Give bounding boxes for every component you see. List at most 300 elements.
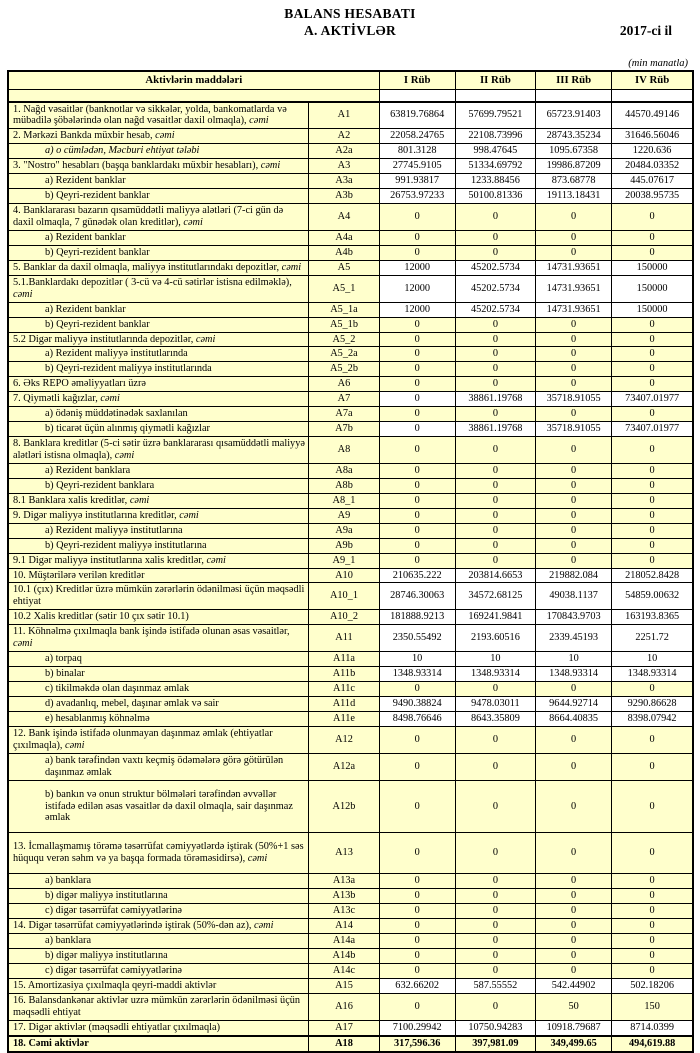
row-code-cell: A5_2b <box>309 362 379 377</box>
row-label-cell: a) bank tərəfindən vaxtı keçmiş ödəmələrə görə götürülən daşınmaz əmlak <box>8 753 309 780</box>
value-cell-q4: 0 <box>612 904 693 919</box>
spacer-value-cell <box>612 89 693 102</box>
value-cell-q3: 873.68778 <box>536 174 612 189</box>
value-cell-q2: 50100.81336 <box>455 189 535 204</box>
row-code-cell: A17 <box>309 1020 379 1035</box>
row-label-cell: 17. Digər aktivlər (məqsədli ehtiyatlar çıxılmaqla) <box>8 1020 309 1035</box>
table-row <box>8 377 693 392</box>
value-cell-q1: 2350.55492 <box>379 625 455 652</box>
row-code-cell: A13c <box>309 904 379 919</box>
value-cell-q2: 1233.88456 <box>455 174 535 189</box>
value-cell-q1: 10 <box>379 652 455 667</box>
row-label-cell: 14. Digər təsərrüfat cəmiyyətlərində iştirak (50%-dən az), cəmi <box>8 919 309 934</box>
value-cell-q4: 1348.93314 <box>612 667 693 682</box>
table-row <box>8 610 693 625</box>
value-cell-q4: 0 <box>612 948 693 963</box>
row-label-cell: b) Qeyri-rezident banklara <box>8 478 309 493</box>
table-row <box>8 437 693 464</box>
value-cell-q4: 0 <box>612 245 693 260</box>
table-row <box>8 682 693 697</box>
table-row <box>8 904 693 919</box>
spacer-value-cell <box>455 89 535 102</box>
row-label-cell: b) bankın və onun struktur bölmələri tərəfindən əvvəllər istifadə edilən əsas vəsaitlər də daxil olmaqla, sair daşınmaz əmlak <box>8 780 309 833</box>
value-cell-q4: 218052.8428 <box>612 568 693 583</box>
row-code-cell: A13a <box>309 874 379 889</box>
value-cell-q1: 0 <box>379 963 455 978</box>
value-cell-q2: 0 <box>455 963 535 978</box>
value-cell-q2: 0 <box>455 508 535 523</box>
value-cell-q1: 0 <box>379 753 455 780</box>
row-label-cell: b) digər maliyyə institutlarına <box>8 889 309 904</box>
value-cell-q2: 0 <box>455 889 535 904</box>
value-cell-q4: 0 <box>612 332 693 347</box>
value-cell-q3: 0 <box>536 407 612 422</box>
value-cell-q2: 397,981.09 <box>455 1036 535 1052</box>
balance-table <box>7 70 694 1053</box>
table-row <box>8 523 693 538</box>
value-cell-q3: 0 <box>536 377 612 392</box>
table-row <box>8 934 693 949</box>
row-label-cell: a) Rezident banklar <box>8 230 309 245</box>
value-cell-q1: 0 <box>379 407 455 422</box>
value-cell-q4: 8714.0399 <box>612 1020 693 1035</box>
value-cell-q2: 8643.35809 <box>455 711 535 726</box>
value-cell-q1: 0 <box>379 508 455 523</box>
row-label-cell: d) avadanlıq, mebel, daşınar əmlak və sair <box>8 696 309 711</box>
value-cell-q3: 0 <box>536 874 612 889</box>
value-cell-q2: 0 <box>455 317 535 332</box>
quarter-header-q2: II Rüb <box>455 71 535 89</box>
value-cell-q3: 0 <box>536 682 612 697</box>
row-code-cell: A7b <box>309 422 379 437</box>
value-cell-q2: 0 <box>455 523 535 538</box>
value-cell-q2: 38861.19768 <box>455 422 535 437</box>
row-code-cell: A14 <box>309 919 379 934</box>
value-cell-q4: 0 <box>612 204 693 231</box>
row-label-cell: b) Qeyri-rezident banklar <box>8 245 309 260</box>
row-label-cell: a) banklara <box>8 874 309 889</box>
value-cell-q2: 0 <box>455 362 535 377</box>
value-cell-q4: 163193.8365 <box>612 610 693 625</box>
quarter-header-q4: IV Rüb <box>612 71 693 89</box>
value-cell-q1: 0 <box>379 463 455 478</box>
value-cell-q3: 10 <box>536 652 612 667</box>
row-code-cell: A12b <box>309 780 379 833</box>
value-cell-q4: 54859.00632 <box>612 583 693 610</box>
value-cell-q2: 57699.79521 <box>455 102 535 129</box>
value-cell-q2: 0 <box>455 347 535 362</box>
table-row <box>8 204 693 231</box>
value-cell-q2: 0 <box>455 407 535 422</box>
value-cell-q2: 203814.6653 <box>455 568 535 583</box>
value-cell-q1: 8498.76646 <box>379 711 455 726</box>
value-cell-q3: 1095.67358 <box>536 144 612 159</box>
table-row <box>8 260 693 275</box>
value-cell-q3: 170843.9703 <box>536 610 612 625</box>
row-label-cell: 7. Qiymətli kağızlar, cəmi <box>8 392 309 407</box>
value-cell-q2: 0 <box>455 230 535 245</box>
section-title: A. AKTİVLƏR <box>303 23 397 38</box>
table-row <box>8 275 693 302</box>
row-label-cell: a) banklara <box>8 934 309 949</box>
value-cell-q1: 317,596.36 <box>379 1036 455 1052</box>
value-cell-q1: 22058.24765 <box>379 129 455 144</box>
row-code-cell: A13 <box>309 833 379 874</box>
row-label-cell: 1. Nağd vəsaitlər (banknotlar və sikkələr, yolda, bankomatlarda və mübadilə şöbələrində olan nağd vəsaitlər daxil olmaqla), cəmi <box>8 102 309 129</box>
spacer-label-cell <box>8 89 379 102</box>
value-cell-q3: 0 <box>536 463 612 478</box>
row-code-cell: A5_2a <box>309 347 379 362</box>
spacer-value-cell <box>379 89 455 102</box>
row-code-cell: A9a <box>309 523 379 538</box>
value-cell-q1: 0 <box>379 347 455 362</box>
unit-note: (min manatla) <box>628 58 688 69</box>
value-cell-q1: 0 <box>379 553 455 568</box>
row-code-cell: A9 <box>309 508 379 523</box>
value-cell-q3: 35718.91055 <box>536 392 612 407</box>
row-label-cell: 10. Müştərilərə verilən kreditlər <box>8 568 309 583</box>
value-cell-q3: 0 <box>536 245 612 260</box>
value-cell-q3: 50 <box>536 993 612 1020</box>
table-row <box>8 583 693 610</box>
row-label-cell: 5.1.Banklardakı depozitlər ( 3-cü və 4-cü sətirlər istisna edilməklə), cəmi <box>8 275 309 302</box>
quarter-header-q3: III Rüb <box>536 71 612 89</box>
quarter-header-q1: I Rüb <box>379 71 455 89</box>
row-code-cell: A8_1 <box>309 493 379 508</box>
value-cell-q1: 0 <box>379 934 455 949</box>
table-row <box>8 919 693 934</box>
row-label-cell: 15. Amortizasiya çıxılmaqla qeyri-maddi aktivlər <box>8 978 309 993</box>
value-cell-q2: 0 <box>455 463 535 478</box>
row-label-cell: a) ödəniş müddətinədək saxlanılan <box>8 407 309 422</box>
value-cell-q3: 0 <box>536 230 612 245</box>
row-code-cell: A11b <box>309 667 379 682</box>
row-label-cell: b) Qeyri-rezident maliyyə institutlarına <box>8 538 309 553</box>
table-row <box>8 362 693 377</box>
table-row <box>8 102 693 129</box>
value-cell-q1: 0 <box>379 204 455 231</box>
row-code-cell: A10_1 <box>309 583 379 610</box>
table-row <box>8 230 693 245</box>
value-cell-q4: 0 <box>612 934 693 949</box>
row-code-cell: A4a <box>309 230 379 245</box>
table-row <box>8 245 693 260</box>
value-cell-q2: 0 <box>455 726 535 753</box>
value-cell-q4: 0 <box>612 553 693 568</box>
row-label-cell: 9. Digər maliyyə institutlarına kreditlər, cəmi <box>8 508 309 523</box>
value-cell-q1: 210635.222 <box>379 568 455 583</box>
row-code-cell: A8 <box>309 437 379 464</box>
value-cell-q1: 0 <box>379 230 455 245</box>
value-cell-q3: 0 <box>536 523 612 538</box>
value-cell-q2: 0 <box>455 538 535 553</box>
value-cell-q1: 0 <box>379 948 455 963</box>
value-cell-q4: 150 <box>612 993 693 1020</box>
row-code-cell: A1 <box>309 102 379 129</box>
value-cell-q4: 0 <box>612 963 693 978</box>
value-cell-q4: 0 <box>612 493 693 508</box>
row-label-cell: b) digər maliyyə institutlarına <box>8 948 309 963</box>
row-code-cell: A11c <box>309 682 379 697</box>
value-cell-q4: 0 <box>612 538 693 553</box>
value-cell-q2: 0 <box>455 934 535 949</box>
table-row <box>8 978 693 993</box>
value-cell-q3: 0 <box>536 332 612 347</box>
table-row <box>8 302 693 317</box>
value-cell-q4: 20484.03352 <box>612 159 693 174</box>
value-cell-q3: 49038.1137 <box>536 583 612 610</box>
value-cell-q2: 0 <box>455 437 535 464</box>
row-label-cell: c) digər təsərrüfat cəmiyyətlərinə <box>8 963 309 978</box>
row-code-cell: A16 <box>309 993 379 1020</box>
value-cell-q4: 2251.72 <box>612 625 693 652</box>
value-cell-q4: 31646.56046 <box>612 129 693 144</box>
value-cell-q3: 349,499.65 <box>536 1036 612 1052</box>
row-label-cell: e) hesablanmış köhnəlmə <box>8 711 309 726</box>
value-cell-q1: 0 <box>379 245 455 260</box>
value-cell-q3: 19113.18431 <box>536 189 612 204</box>
value-cell-q2: 0 <box>455 833 535 874</box>
value-cell-q4: 0 <box>612 463 693 478</box>
row-label-cell: 13. İcmallaşmamış törəmə təsərrüfat cəmiyyətlərdə iştirak (50%+1 səs hüququ verən səhm və ya başqa formada törəməsidirsə), cəmi <box>8 833 309 874</box>
value-cell-q2: 0 <box>455 478 535 493</box>
table-row <box>8 407 693 422</box>
table-row <box>8 129 693 144</box>
row-label-cell: 5. Banklar da daxil olmaqla, maliyyə institutlarındakı depozitlər, cəmi <box>8 260 309 275</box>
value-cell-q1: 0 <box>379 317 455 332</box>
value-cell-q4: 0 <box>612 478 693 493</box>
table-row <box>8 508 693 523</box>
table-row <box>8 1036 693 1052</box>
value-cell-q4: 0 <box>612 407 693 422</box>
spacer-value-cell <box>536 89 612 102</box>
value-cell-q2: 10 <box>455 652 535 667</box>
table-row <box>8 652 693 667</box>
value-cell-q4: 73407.01977 <box>612 392 693 407</box>
table-row <box>8 568 693 583</box>
row-code-cell: A11e <box>309 711 379 726</box>
row-label-cell: 3. "Nostro" hesabları (başqa banklardakı müxbir hesabları), cəmi <box>8 159 309 174</box>
value-cell-q2: 0 <box>455 993 535 1020</box>
value-cell-q2: 9478.03011 <box>455 696 535 711</box>
value-cell-q2: 45202.5734 <box>455 302 535 317</box>
value-cell-q3: 0 <box>536 493 612 508</box>
document-header <box>0 0 700 58</box>
value-cell-q1: 0 <box>379 332 455 347</box>
row-code-cell: A2a <box>309 144 379 159</box>
value-cell-q2: 0 <box>455 204 535 231</box>
value-cell-q3: 10918.79687 <box>536 1020 612 1035</box>
value-cell-q4: 150000 <box>612 260 693 275</box>
row-label-cell: b) Qeyri-rezident maliyyə institutlarında <box>8 362 309 377</box>
row-label-cell: a) o cümlədən, Məcburi ehtiyat tələbi <box>8 144 309 159</box>
row-label-cell: a) Rezident banklara <box>8 463 309 478</box>
value-cell-q3: 0 <box>536 753 612 780</box>
row-code-cell: A12 <box>309 726 379 753</box>
value-cell-q3: 2339.45193 <box>536 625 612 652</box>
row-label-cell: 10.2 Xalis kreditlər (sətir 10 çıx sətir 10.1) <box>8 610 309 625</box>
value-cell-q4: 44570.49146 <box>612 102 693 129</box>
value-cell-q1: 28746.30063 <box>379 583 455 610</box>
value-cell-q1: 0 <box>379 437 455 464</box>
value-cell-q1: 0 <box>379 780 455 833</box>
value-cell-q3: 0 <box>536 963 612 978</box>
value-cell-q4: 8398.07942 <box>612 711 693 726</box>
value-cell-q3: 0 <box>536 780 612 833</box>
row-code-cell: A15 <box>309 978 379 993</box>
value-cell-q2: 0 <box>455 245 535 260</box>
value-cell-q2: 22108.73996 <box>455 129 535 144</box>
value-cell-q3: 14731.93651 <box>536 302 612 317</box>
value-cell-q1: 0 <box>379 478 455 493</box>
table-row <box>8 538 693 553</box>
value-cell-q4: 0 <box>612 726 693 753</box>
value-cell-q4: 9290.86628 <box>612 696 693 711</box>
value-cell-q3: 0 <box>536 204 612 231</box>
row-label-cell: c) tikilməkdə olan daşınmaz əmlak <box>8 682 309 697</box>
row-label-cell: a) Rezident banklar <box>8 174 309 189</box>
table-row <box>8 1020 693 1035</box>
value-cell-q3: 542.44902 <box>536 978 612 993</box>
row-label-cell: a) Rezident maliyyə institutlarında <box>8 347 309 362</box>
value-cell-q4: 0 <box>612 833 693 874</box>
value-cell-q4: 0 <box>612 362 693 377</box>
row-code-cell: A5_2 <box>309 332 379 347</box>
value-cell-q3: 0 <box>536 948 612 963</box>
value-cell-q4: 150000 <box>612 275 693 302</box>
value-cell-q1: 0 <box>379 422 455 437</box>
row-code-cell: A9b <box>309 538 379 553</box>
row-code-cell: A13b <box>309 889 379 904</box>
table-row <box>8 478 693 493</box>
value-cell-q2: 1348.93314 <box>455 667 535 682</box>
value-cell-q3: 28743.35234 <box>536 129 612 144</box>
table-row <box>8 189 693 204</box>
table-row <box>8 711 693 726</box>
value-cell-q1: 0 <box>379 362 455 377</box>
value-cell-q2: 0 <box>455 493 535 508</box>
table-row <box>8 889 693 904</box>
value-cell-q4: 0 <box>612 508 693 523</box>
row-label-cell: b) Qeyri-rezident banklar <box>8 317 309 332</box>
row-code-cell: A14a <box>309 934 379 949</box>
row-code-cell: A14c <box>309 963 379 978</box>
value-cell-q4: 1220.636 <box>612 144 693 159</box>
year-label: 2017-ci il <box>619 23 672 38</box>
table-row <box>8 553 693 568</box>
value-cell-q2: 45202.5734 <box>455 275 535 302</box>
value-cell-q4: 10 <box>612 652 693 667</box>
value-cell-q1: 0 <box>379 523 455 538</box>
value-cell-q3: 9644.92714 <box>536 696 612 711</box>
row-label-cell: 18. Cəmi aktivlər <box>8 1036 309 1052</box>
value-cell-q3: 0 <box>536 347 612 362</box>
value-cell-q4: 502.18206 <box>612 978 693 993</box>
row-code-cell: A5_1a <box>309 302 379 317</box>
value-cell-q4: 0 <box>612 780 693 833</box>
value-cell-q4: 150000 <box>612 302 693 317</box>
row-label-cell: 8. Banklara kreditlər (5-ci sətir üzrə banklararası qısamüddətli maliyyə alətləri istisna olmaqla), cəmi <box>8 437 309 464</box>
row-code-cell: A3a <box>309 174 379 189</box>
value-cell-q1: 9490.38824 <box>379 696 455 711</box>
value-cell-q1: 0 <box>379 726 455 753</box>
value-cell-q4: 0 <box>612 317 693 332</box>
row-code-cell: A4 <box>309 204 379 231</box>
table-row <box>8 463 693 478</box>
value-cell-q4: 494,619.88 <box>612 1036 693 1052</box>
value-cell-q3: 35718.91055 <box>536 422 612 437</box>
row-label-cell: b) Qeyri-rezident banklar <box>8 189 309 204</box>
table-row <box>8 144 693 159</box>
value-cell-q1: 12000 <box>379 275 455 302</box>
row-code-cell: A12a <box>309 753 379 780</box>
row-code-cell: A3b <box>309 189 379 204</box>
value-cell-q2: 10750.94283 <box>455 1020 535 1035</box>
value-cell-q1: 27745.9105 <box>379 159 455 174</box>
row-label-cell: a) torpaq <box>8 652 309 667</box>
value-cell-q1: 0 <box>379 993 455 1020</box>
value-cell-q1: 0 <box>379 377 455 392</box>
row-label-cell: 16. Balansdankənar aktivlər uzrə mümkün zərərlərin ödənilməsi üçün məqsədli ehtiyat <box>8 993 309 1020</box>
value-cell-q1: 0 <box>379 904 455 919</box>
row-label-cell: b) binalar <box>8 667 309 682</box>
value-cell-q1: 0 <box>379 493 455 508</box>
value-cell-q1: 0 <box>379 833 455 874</box>
value-cell-q4: 0 <box>612 753 693 780</box>
value-cell-q1: 181888.9213 <box>379 610 455 625</box>
row-label-cell: b) ticarət üçün alınmış qiymətli kağızlar <box>8 422 309 437</box>
row-code-cell: A11d <box>309 696 379 711</box>
value-cell-q3: 0 <box>536 726 612 753</box>
value-cell-q4: 20038.95735 <box>612 189 693 204</box>
value-cell-q1: 0 <box>379 682 455 697</box>
row-code-cell: A18 <box>309 1036 379 1052</box>
table-row <box>8 874 693 889</box>
table-row <box>8 493 693 508</box>
value-cell-q4: 73407.01977 <box>612 422 693 437</box>
value-cell-q3: 0 <box>536 362 612 377</box>
row-code-cell: A14b <box>309 948 379 963</box>
value-cell-q1: 12000 <box>379 260 455 275</box>
value-cell-q2: 998.47645 <box>455 144 535 159</box>
table-row <box>8 392 693 407</box>
value-cell-q3: 19986.87209 <box>536 159 612 174</box>
value-cell-q1: 0 <box>379 392 455 407</box>
table-row <box>8 317 693 332</box>
table-row <box>8 833 693 874</box>
value-cell-q4: 0 <box>612 682 693 697</box>
value-cell-q3: 0 <box>536 934 612 949</box>
value-cell-q3: 0 <box>536 889 612 904</box>
row-label-cell: c) digər təsərrüfat cəmiyyətlərinə <box>8 904 309 919</box>
value-cell-q2: 169241.9841 <box>455 610 535 625</box>
table-row <box>8 332 693 347</box>
value-cell-q1: 0 <box>379 919 455 934</box>
row-code-cell: A4b <box>309 245 379 260</box>
value-cell-q3: 1348.93314 <box>536 667 612 682</box>
value-cell-q3: 0 <box>536 317 612 332</box>
value-cell-q1: 801.3128 <box>379 144 455 159</box>
items-column-header: Aktivlərin maddələri <box>8 71 379 89</box>
value-cell-q2: 0 <box>455 780 535 833</box>
value-cell-q2: 0 <box>455 553 535 568</box>
row-code-cell: A8b <box>309 478 379 493</box>
value-cell-q1: 991.93817 <box>379 174 455 189</box>
value-cell-q3: 0 <box>536 538 612 553</box>
value-cell-q3: 0 <box>536 478 612 493</box>
value-cell-q3: 65723.91403 <box>536 102 612 129</box>
value-cell-q2: 34572.68125 <box>455 583 535 610</box>
